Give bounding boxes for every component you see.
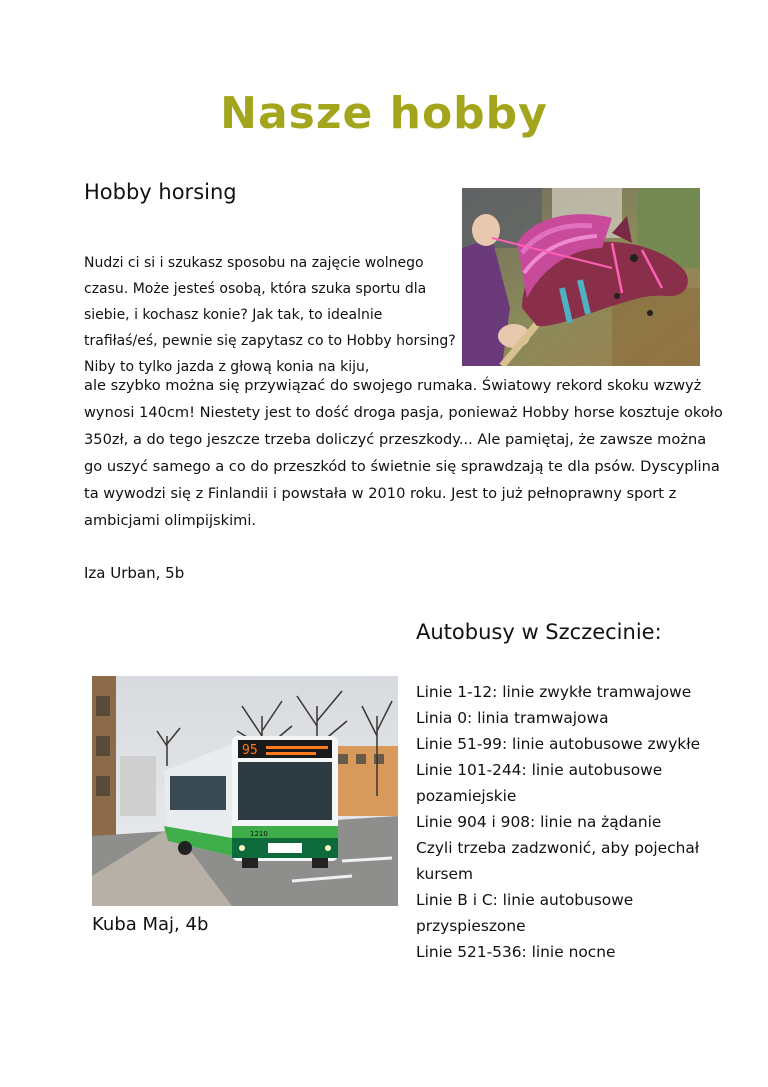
page-title: Nasze hobby (220, 88, 548, 139)
intro-line: Niby to tylko jazda z głową konia na kiju, (84, 359, 370, 375)
intro-line: siebie, i kochasz konie? Jak tak, to idealnie (84, 307, 383, 323)
list-item: Czyli trzeba zadzwonić, aby pojechał kursem (416, 839, 700, 883)
hobby-horsing-author: Iza Urban, 5b (84, 564, 185, 582)
bus-photo (92, 676, 398, 906)
list-item: Linie 521-536: linie nocne (416, 943, 616, 961)
hobby-horsing-body: ale szybko można się przywiązać do swojego rumaka. Światowy rekord skoku wzwyż wynosi 140cm! Niestety jest to dość droga pasja, ponieważ Hobby horse kosztuje około 350zł, a do tego jeszcze trzeba doliczyć przeszkody... Ale pamiętaj, że zawsze można go uszyć samego a co do przeszkód to świetnie się sprawdzają te dla psów. Dyscyplina ta wywodzi się z Finlandii i powstała w 2010 roku. Jest to już pełnoprawny sport z ambicjami olimpijskimi. (84, 377, 723, 529)
list-item: Linia 0: linia tramwajowa (416, 709, 609, 727)
bus-destination-sign: 95 (242, 743, 258, 758)
list-item: Linie 1-12: linie zwykłe tramwajowe (416, 683, 692, 701)
list-item: Linie 101-244: linie autobusowe pozamiejskie (416, 761, 663, 805)
hobby-horsing-heading: Hobby horsing (84, 180, 237, 204)
intro-line: Nudzi ci si i szukasz sposobu na zajęcie wolnego (84, 255, 424, 271)
hobby-horse-photo (462, 188, 700, 366)
intro-line: czasu. Może jesteś osobą, która szuka sportu dla (84, 281, 427, 297)
bus-lines-list (416, 679, 726, 965)
bus-fleet-number: 1210 (250, 830, 268, 838)
list-item: Linie B i C: linie autobusowe przyspieszone (416, 891, 634, 935)
buses-author: Kuba Maj, 4b (92, 914, 209, 935)
intro-line: trafiłaś/eś, pewnie się zapytasz co to Hobby horsing? (84, 333, 456, 349)
hobby-horsing-intro (84, 250, 456, 380)
list-item: Linie 51-99: linie autobusowe zwykłe (416, 735, 701, 753)
list-item: Linie 904 i 908: linie na żądanie (416, 813, 662, 831)
buses-heading: Autobusy w Szczecinie: (416, 620, 662, 644)
